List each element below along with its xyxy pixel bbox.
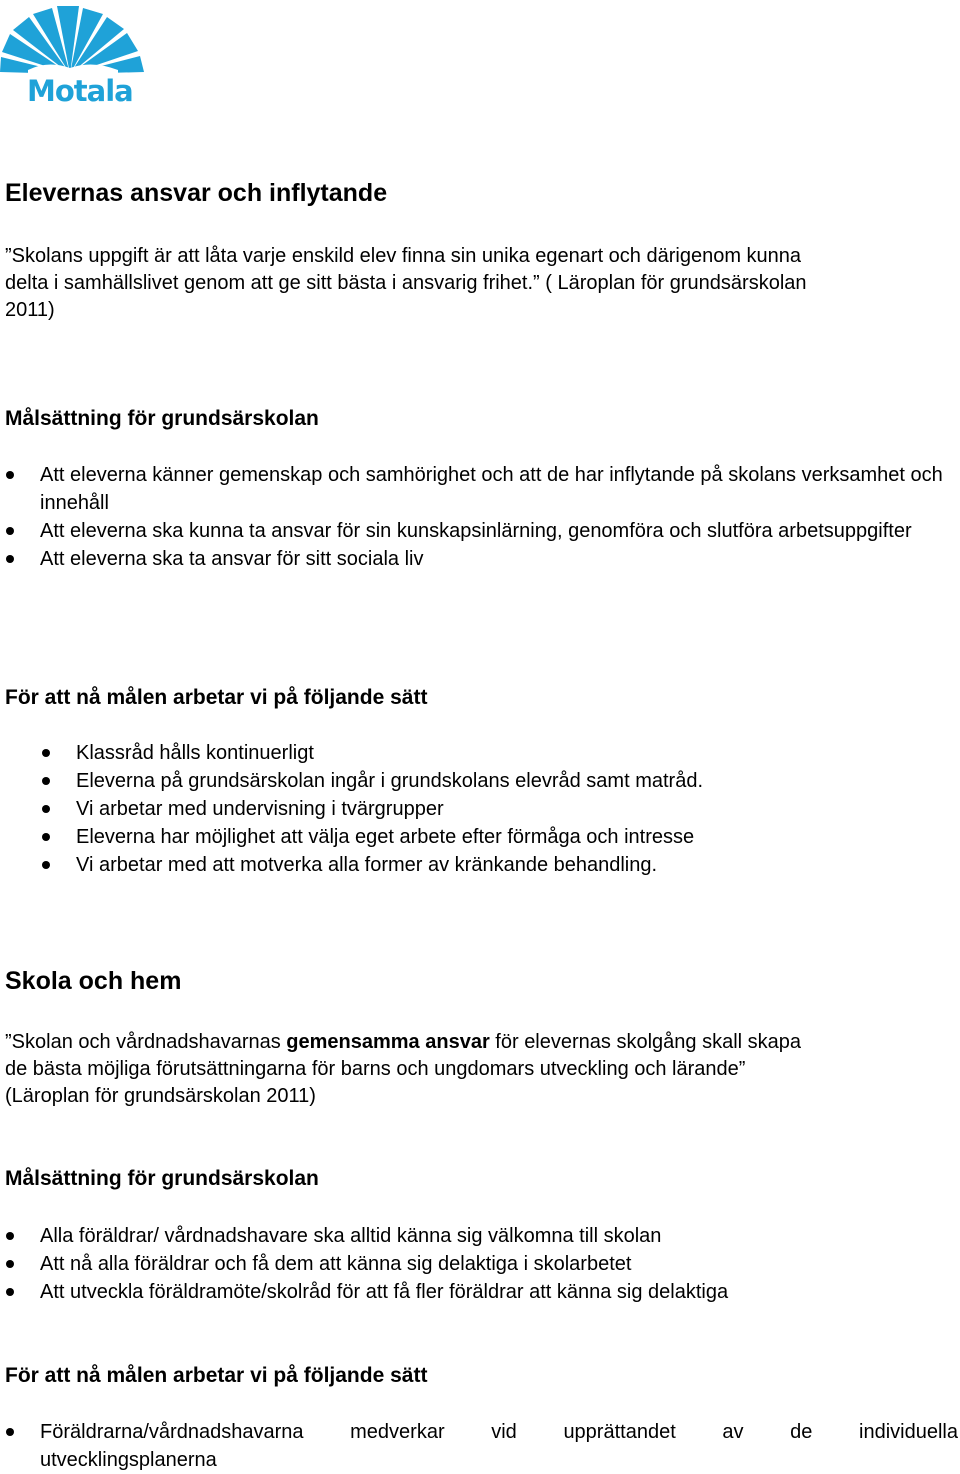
bullet-icon [42,861,50,869]
bullet-icon [6,1288,14,1296]
goals-list [40,461,960,573]
bullet-icon [6,471,14,479]
list-item: Att eleverna ska kunna ta ansvar för sin kunskapsinlärning, genomföra och slutföra arbetsuppgifter [40,517,960,545]
list-item: Att eleverna känner gemenskap och samhörighet och att de har inflytande på skolans verksamhet och innehåll [40,461,960,517]
list-item: Att eleverna ska ta ansvar för sitt sociala liv [40,545,960,573]
bullet-icon [42,805,50,813]
quote-line: de bästa möjliga förutsättningarna för barns och ungdomars utveckling och lärande” [5,1058,746,1080]
bullet-icon [42,777,50,785]
list-item [40,1418,958,1474]
bullet-icon [6,1428,14,1436]
justified-line: Föräldrarna/vårdnadshavarna medverkar vid upprättandet av de individuella [40,1421,958,1443]
methods-heading: För att nå målen arbetar vi på följande sätt [5,686,428,709]
quote-line: (Läroplan för grundsärskolan 2011) [5,1085,316,1107]
methods-list [40,1418,958,1474]
section-title-elevernas-ansvar: Elevernas ansvar och inflytande [5,179,388,207]
emphasis-text: gemensamma ansvar [286,1031,490,1053]
goals-list [40,1222,960,1306]
list-item: Alla föräldrar/ vårdnadshavare ska alltid känna sig välkomna till skolan [40,1222,960,1250]
bullet-icon [6,555,14,563]
list-item: Klassråd hålls kontinuerligt [76,739,960,767]
quote-line: delta i samhällslivet genom att ge sitt bästa i ansvarig frihet.” ( Läroplan för grundsärskolan [5,272,807,294]
list-item: Eleverna har möjlighet att välja eget arbete efter förmåga och intresse [76,823,960,851]
list-item: Eleverna på grundsärskolan ingår i grundskolans elevråd samt matråd. [76,767,960,795]
continued-line: utvecklingsplanerna [40,1449,217,1471]
bullet-icon [42,833,50,841]
bullet-icon [42,749,50,757]
list-item: Att utveckla föräldramöte/skolråd för att få fler föräldrar att känna sig delaktiga [40,1278,960,1306]
logo-wordmark: Motala [27,74,133,108]
section1-quote [5,243,960,324]
quote-line: ”Skolans uppgift är att låta varje enskild elev finna sin unika egenart och därigenom kunna [5,245,802,267]
quote-line: ”Skolan och vårdnadshavarnas gemensamma ansvar för elevernas skolgång skall skapa [5,1031,802,1053]
bullet-icon [6,1232,14,1240]
methods-list [76,739,960,879]
section2-quote [5,1029,960,1110]
quote-line: 2011) [5,299,55,321]
goals-heading: Målsättning för grundsärskolan [5,407,319,430]
bullet-icon [6,527,14,535]
goals-heading: Målsättning för grundsärskolan [5,1167,319,1190]
methods-heading: För att nå målen arbetar vi på följande sätt [5,1364,428,1387]
list-item: Vi arbetar med undervisning i tvärgrupper [76,795,960,823]
list-item: Att nå alla föräldrar och få dem att känna sig delaktiga i skolarbetet [40,1250,960,1278]
bullet-icon [6,1260,14,1268]
section-title-skola-och-hem: Skola och hem [5,967,182,995]
list-item: Vi arbetar med att motverka alla former av kränkande behandling. [76,851,960,879]
